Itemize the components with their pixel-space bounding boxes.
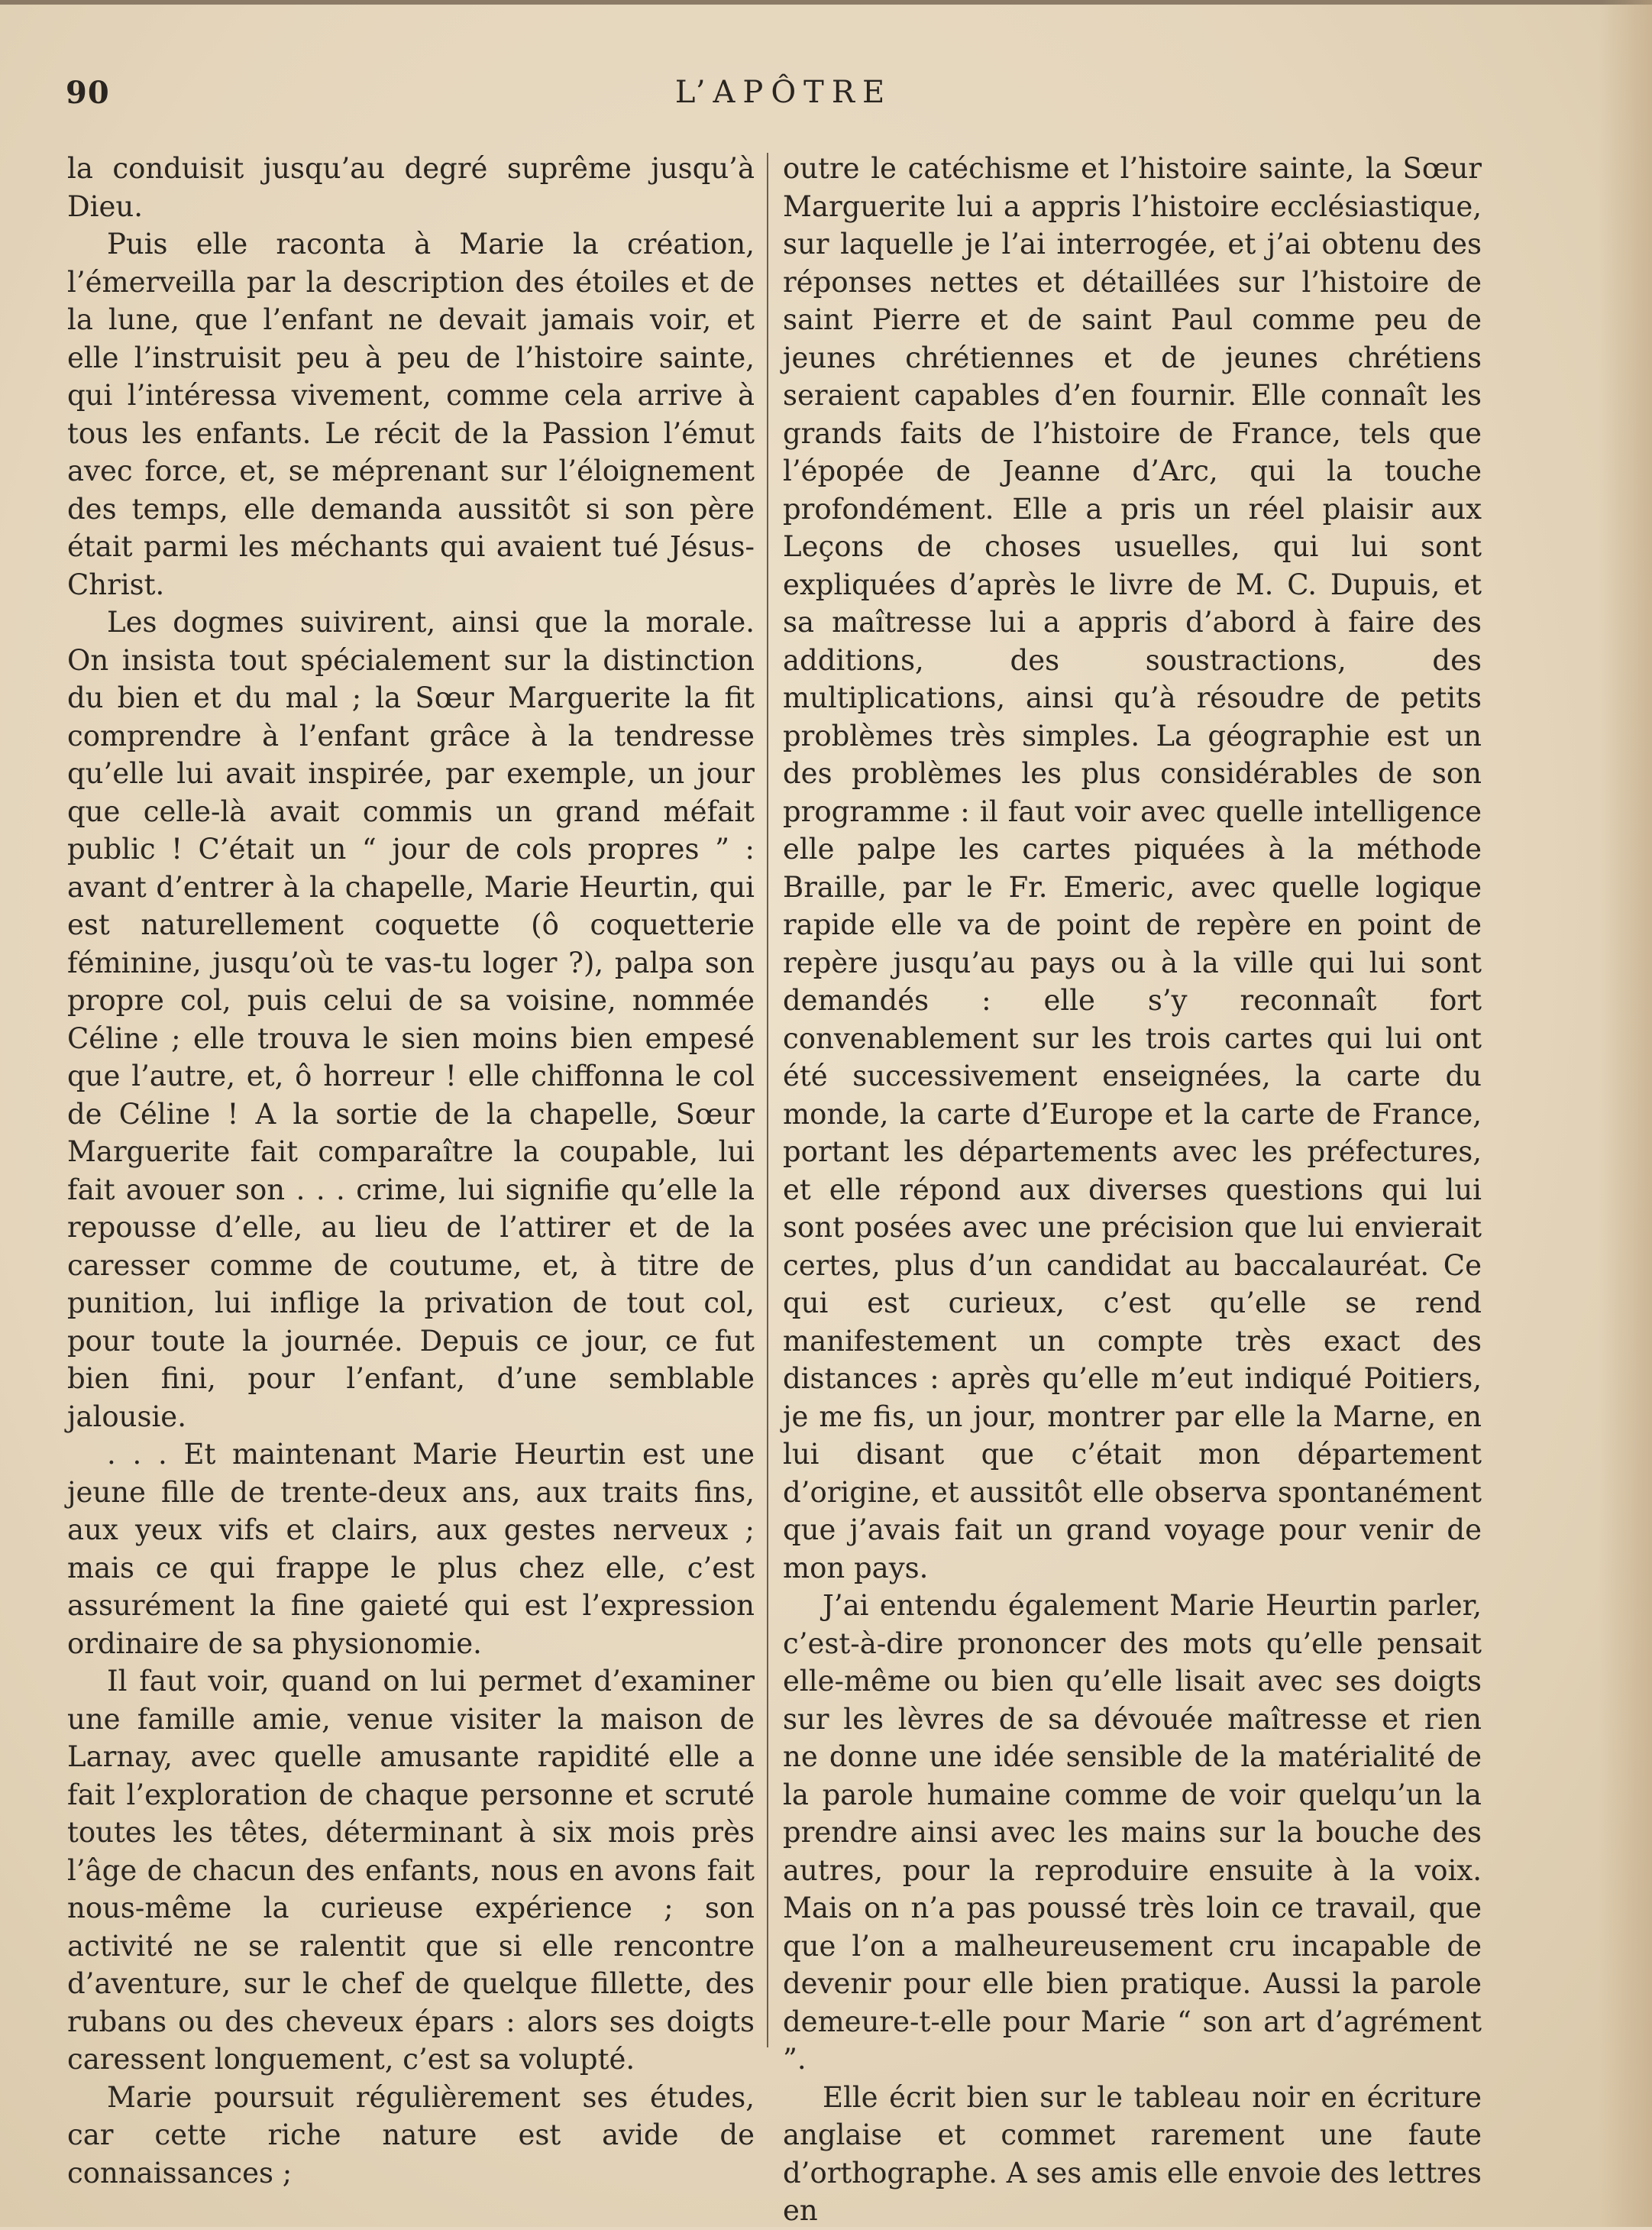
paragraph: Elle écrit bien sur le tableau noir en écriture anglaise et commet rarement une faute d’orthographe. A ses amis elle envoie des lettres en — [783, 2080, 1482, 2227]
paragraph: . . . Et maintenant Marie Heurtin est une jeune fille de trente-deux ans, aux traits fins, aux yeux vifs et clairs, aux gestes nerveux ; mais ce qui frappe le plus chez elle, c’est assurément la fine gaieté qui est l’expression ordinaire de sa physionomie. — [67, 1438, 755, 1660]
left-column — [67, 150, 755, 2192]
paragraph: outre le catéchisme et l’histoire sainte, la Sœur Marguerite lui a appris l’histoire ecclésiastique, sur laquelle je l’ai interrogée, et j’ai obtenu des réponses nettes et détaillées sur l’histoire de saint Pierre et de saint Paul comme peu de jeunes chrétiennes et de jeunes chrétiens seraient capables d’en fournir. Elle connaît les grands faits de l’histoire de France, tels que l’épopée de Jeanne d’Arc, qui la touche profondément. Elle a pris un réel plaisir aux Leçons de choses usuelles, qui lui sont expliquées d’après le livre de M. C. Dupuis, et sa maîtresse lui a appris d’abord à faire des additions, des soustractions, des multiplications, ainsi qu’à résoudre de petits problèmes très simples. La géographie est un des problèmes les plus considérables de son programme : il faut voir avec quelle intelligence elle palpe les cartes piquées à la méthode Braille, par le Fr. Emeric, avec quelle logique rapide elle va de point de repère en point de repère jusqu’au pays ou à la ville qui lui sont demandés : elle s’y reconnaît fort convenablement sur les trois cartes qui lui ont été successivement enseignées, la carte du monde, la carte d’Europe et la carte de France, portant les départements avec les préfectures, et elle répond aux diverses questions qui lui sont posées avec une précision que lui envierait certes, plus d’un candidat au baccalauréat. Ce qui est curieux, c’est qu’elle se rend manifestement un compte très exact des distances : après qu’elle m’eut indiqué Poitiers, je me fis, un jour, montrer par elle la Marne, en lui disant que c’était mon département d’origine, et aussitôt elle observa spontanément que j’avais fait un grand voyage pour venir de mon pays. — [783, 152, 1482, 1584]
page-top-edge — [0, 0, 1652, 5]
paragraph: la conduisit jusqu’au degré suprême jusqu’à Dieu. — [67, 152, 755, 223]
page-right-shadow — [1599, 0, 1652, 2227]
running-title: L’APÔTRE — [674, 75, 893, 110]
right-column — [783, 150, 1482, 2230]
paragraph: Les dogmes suivirent, ainsi que la morale. On insista tout spécialement sur la distinction du bien et du mal ; la Sœur Marguerite la fit comprendre à l’enfant grâce à la tendresse qu’elle lui avait inspirée, par exemple, un jour que celle-là avait commis un grand méfait public ! C’était un “ jour de cols propres ” : avant d’entrer à la chapelle, Marie Heurtin, qui est naturellement coquette (ô coquetterie féminine, jusqu’où te vas-tu loger ?), palpa son propre col, puis celui de sa voisine, nommée Céline ; elle trouva le sien moins bien empesé que l’autre, et, ô horreur ! elle chiffonna le col de Céline ! A la sortie de la chapelle, Sœur Marguerite fait comparaître la coupable, lui fait avouer son . . . crime, lui signifie qu’elle la repousse d’elle, au lieu de l’attirer et de la caresser comme de coutume, et, à titre de punition, lui inflige la privation de tout col, pour toute la journée. Depuis ce jour, ce fut bien fini, pour l’enfant, d’une semblable jalousie. — [67, 606, 755, 1433]
page-header — [66, 75, 1502, 121]
paragraph: Il faut voir, quand on lui permet d’examiner une famille amie, venue visiter la maison de Larnay, avec quelle amusante rapidité elle a fait l’exploration de chaque personne et scruté toutes les têtes, déterminant à six mois près l’âge de chacun des enfants, nous en avons fait nous-même la curieuse expérience ; son activité ne se ralentit que si elle rencontre d’aventure, sur le chef de quelque fillette, des rubans ou des cheveux épars : alors ses doigts caressent longuement, c’est sa volupté. — [67, 1665, 755, 2076]
paragraph: Puis elle raconta à Marie la création, l’émerveilla par la description des étoiles et de la lune, que l’enfant ne devait jamais voir, et elle l’instruisit peu à peu de l’histoire sainte, qui l’intéressa vivement, comme cela arrive à tous les enfants. Le récit de la Passion l’émut avec force, et, se méprenant sur l’éloignement des temps, elle demanda aussitôt si son père était parmi les méchants qui avaient tué Jésus-Christ. — [67, 228, 755, 601]
page-number: 90 — [66, 75, 110, 111]
paragraph: J’ai entendu également Marie Heurtin parler, c’est-à-dire prononcer des mots qu’elle pensait elle-même ou bien qu’elle lisait avec ses doigts sur les lèvres de sa dévouée maîtresse et rien ne donne une idée sensible de la matérialité de la parole humaine comme de voir quelqu’un la prendre ainsi avec les mains sur la bouche des autres, pour la reproduire ensuite à la voix. Mais on n’a pas poussé très loin ce travail, que que l’on a malheureusement cru incapable de devenir pour elle bien pratique. Aussi la parole demeure-t-elle pour Marie “ son art d’agrément ”. — [783, 1589, 1482, 2076]
column-divider — [767, 153, 768, 2047]
paragraph: Marie poursuit régulièrement ses études, car cette riche nature est avide de connaissances ; — [67, 2080, 755, 2190]
